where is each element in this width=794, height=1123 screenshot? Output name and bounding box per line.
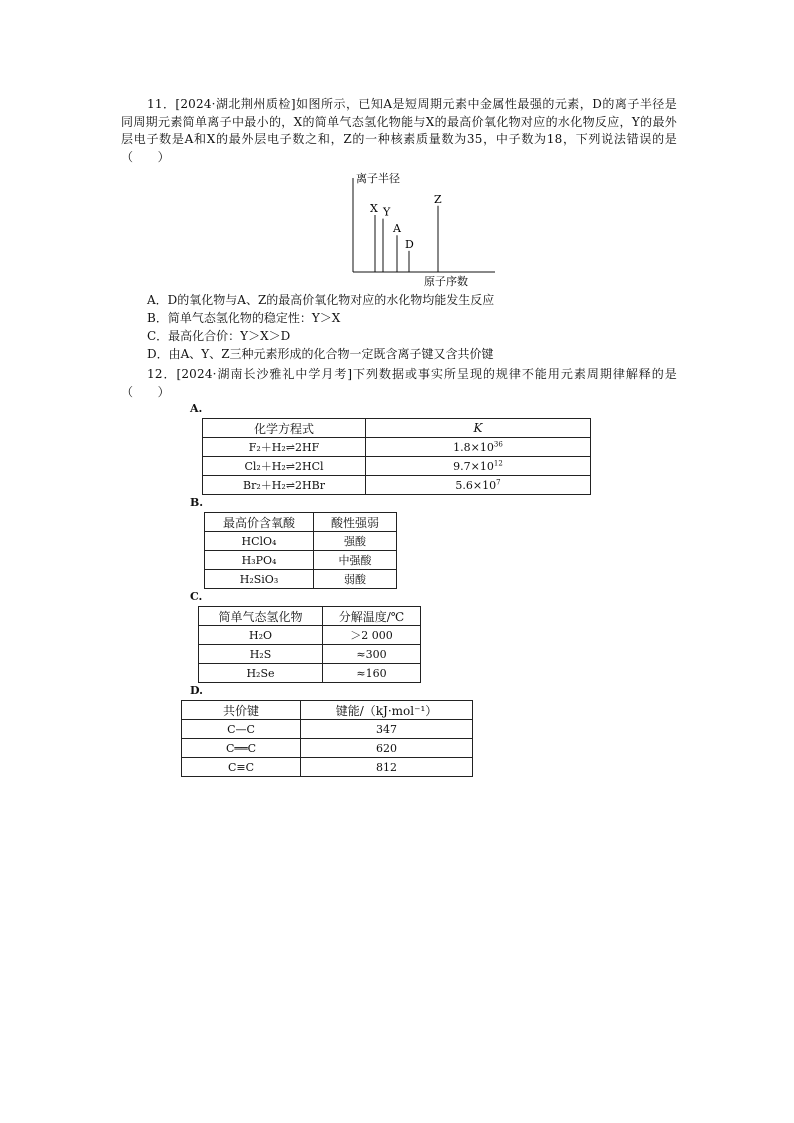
q11-option-a: A．D的氧化物与A、Z的最高价氧化物对应的水化物均能发生反应 [147, 293, 495, 307]
y-axis-label: 离子半径 [356, 172, 400, 185]
q12-option-c-label: C. [190, 590, 203, 603]
k-value: $1.8\times 10^{36}$ [366, 438, 591, 457]
q12-option-a-label: A. [190, 402, 203, 415]
table-a [202, 418, 591, 495]
bond: C—C [182, 720, 301, 739]
table-row [205, 551, 397, 570]
table-row [182, 758, 473, 777]
table-row [199, 645, 421, 664]
table-row [203, 438, 591, 457]
table-c-header-compound: 简单气态氢化物 [199, 607, 323, 626]
table-c [198, 606, 421, 683]
table-row [203, 457, 591, 476]
strength: 强酸 [314, 532, 397, 551]
acid: H₃PO₄ [205, 551, 314, 570]
table-row [205, 570, 397, 589]
bar-label-x: X [370, 201, 378, 215]
bond: C≡C [182, 758, 301, 777]
table-row [199, 664, 421, 683]
x-axis-label: 原子序数 [424, 275, 468, 288]
table-b-header-acid: 最高价含氧酸 [205, 513, 314, 532]
table-row [203, 476, 591, 495]
table-d-header-energy: 键能/（kJ·mol⁻¹） [301, 701, 473, 720]
temp: ≈160 [323, 664, 421, 683]
q12-option-b-label: B. [190, 496, 204, 509]
q11-option-b: B．简单气态氢化物的稳定性：Y＞X [147, 311, 341, 325]
strength: 弱酸 [314, 570, 397, 589]
k-value: $5.6\times 10^7$ [366, 476, 591, 495]
compound: H₂Se [199, 664, 323, 683]
q11-stem: 11．[2024·湖北荆州质检]如图所示，已知A是短周期元素中金属性最强的元素，D的离子半径是同周期元素简单离子中最小的，X的简单气态氢化物能与X的最高价氧化物对应的水化物反应，Y的最外层电子数是A和X的最外层电子数之和，Z的一种核素质量数为35，中子数为18，下列说法错误的是（ ） [121, 97, 677, 164]
energy: 347 [301, 720, 473, 739]
bar-label-y: Y [383, 205, 391, 219]
table-b [204, 512, 397, 589]
bar-label-d: D [405, 237, 414, 251]
strength: 中强酸 [314, 551, 397, 570]
bar-label-a: A [393, 222, 401, 236]
q11-option-d: D．由A、Y、Z三种元素形成的化合物一定既含离子键又含共价键 [147, 347, 494, 361]
table-c-header-temp: 分解温度/℃ [323, 607, 421, 626]
table-d-header-bond: 共价键 [182, 701, 301, 720]
equation: F₂＋H₂⇌2HF [203, 438, 366, 457]
equation: Cl₂＋H₂⇌2HCl [203, 457, 366, 476]
bond: C══C [182, 739, 301, 758]
table-row [182, 720, 473, 739]
ionic-radius-graph [340, 168, 500, 290]
table-row [199, 626, 421, 645]
energy: 812 [301, 758, 473, 777]
table-a-header-equation: 化学方程式 [203, 419, 366, 438]
k-value: $9.7\times 10^{12}$ [366, 457, 591, 476]
q12-option-d-label: D. [190, 684, 203, 697]
compound: H₂S [199, 645, 323, 664]
temp: ≈300 [323, 645, 421, 664]
compound: H₂O [199, 626, 323, 645]
graph-bars [370, 193, 442, 272]
q11-option-c: C．最高化合价：Y＞X＞D [147, 329, 291, 343]
table-a-header-k: K [366, 419, 591, 438]
acid: H₂SiO₃ [205, 570, 314, 589]
table-row [205, 532, 397, 551]
bar-label-z: Z [434, 192, 442, 206]
acid: HClO₄ [205, 532, 314, 551]
table-row [182, 739, 473, 758]
equation: Br₂＋H₂⇌2HBr [203, 476, 366, 495]
table-b-header-strength: 酸性强弱 [314, 513, 397, 532]
energy: 620 [301, 739, 473, 758]
temp: ＞2 000 [323, 626, 421, 645]
q12-stem: 12．[2024·湖南长沙雅礼中学月考]下列数据或事实所呈现的规律不能用元素周期律解释的是（ ） [121, 367, 677, 399]
table-d [181, 700, 473, 777]
